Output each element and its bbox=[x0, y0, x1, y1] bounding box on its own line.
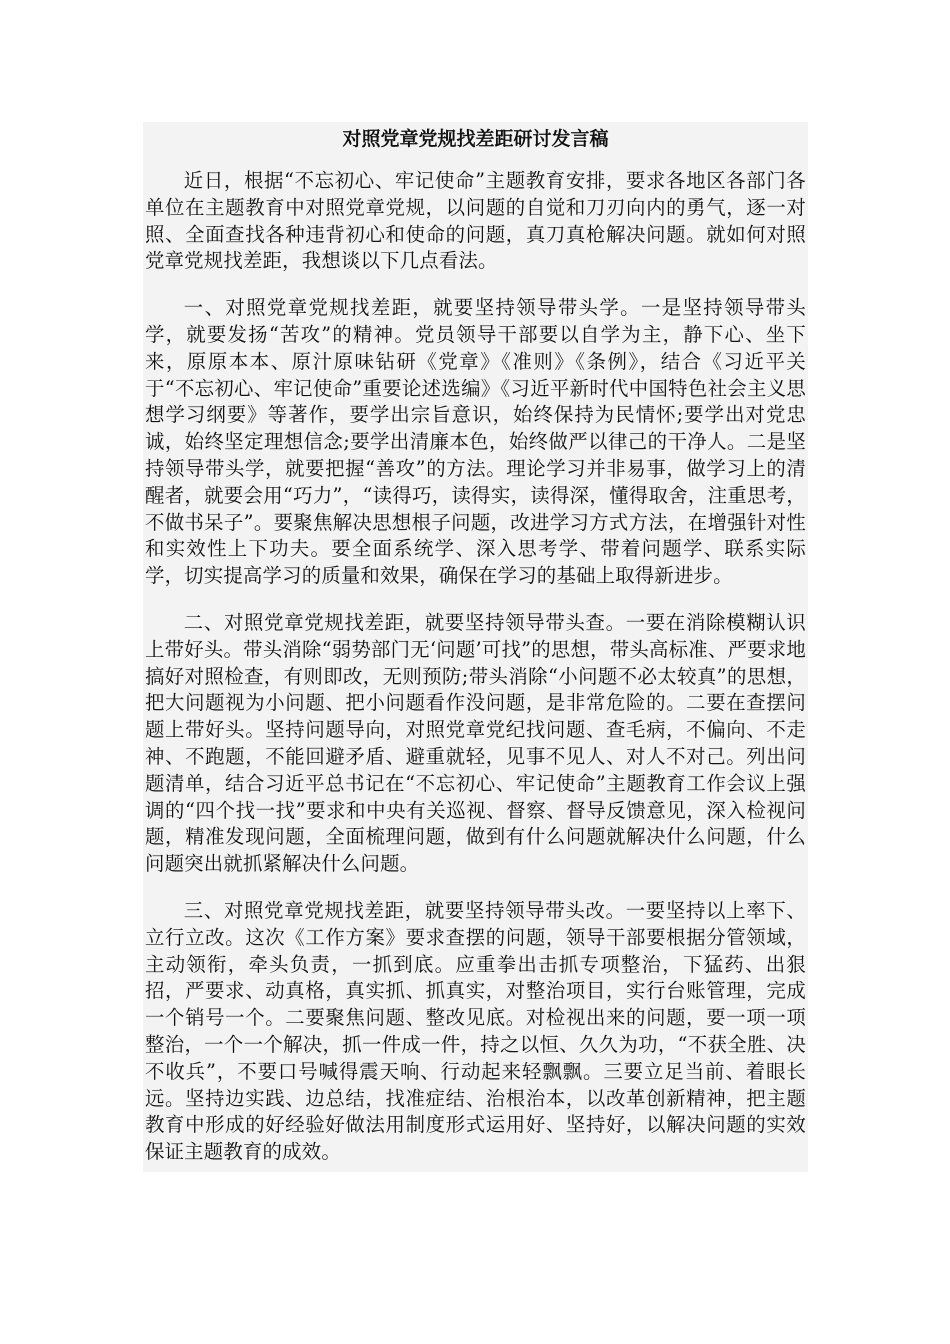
document-title: 对照党章党规找差距研讨发言稿 bbox=[342, 128, 609, 150]
paragraph-section-3: 三、对照党章党规找差距，就要坚持领导带头改。一要坚持以上率下、立行立改。这次《工作方案》要求查摆的问题，领导干部要根据分管领域，主动领衔，牵头负责，一抓到底。应重拳出击抓专项整治，下猛药、出狠招，严要求、动真格，真实抓、抓真实，对整治项目，实行台账管理，完成一个销号一个。二要聚焦问题、整改见底。对检视出来的问题，要一项一项整治，一个一个解决，抓一件成一件，持之以恒、久久为功，“不获全胜、决不收兵”，不要口号喊得震天响、行动起来轻飘飘。三要立足当前、着眼长远。坚持边实践、边总结，找准症结、治根治本，以改革创新精神，把主题教育中形成的好经验好做法用制度形式运用好、坚持好，以解决问题的实效保证主题教育的成效。 bbox=[145, 898, 806, 1164]
document-page bbox=[143, 122, 808, 1172]
paragraph-intro: 近日，根据“不忘初心、牢记使命”主题教育安排，要求各地区各部门各单位在主题教育中对照党章党规，以问题的自觉和刀刃向内的勇气，逐一对照、全面查找各种违背初心和使命的问题，真刀真枪解决问题。就如何对照党章党规找差距，我想谈以下几点看法。 bbox=[145, 169, 806, 273]
paragraph-section-1: 一、对照党章党规找差距，就要坚持领导带头学。一是坚持领导带头学，就要发扬“苦攻”的精神。党员领导干部要以自学为主，静下心、坐下来，原原本本、原汁原味钻研《党章》《准则》《条例》，结合《习近平关于“不忘初心、牢记使命”重要论述选编》《习近平新时代中国特色社会主义思想学习纲要》等著作，要学出宗旨意识，始终保持为民情怀;要学出对党忠诚，始终坚定理想信念;要学出清廉本色，始终做严以律己的干净人。二是坚持领导带头学，就要把握“善攻”的方法。理论学习并非易事，做学习上的清醒者，就要会用“巧力”，“读得巧，读得实，读得深，懂得取舍，注重思考，不做书呆子”。要聚焦解决思想根子问题，改进学习方式方法，在增强针对性和实效性上下功夫。要全面系统学、深入思考学、带着问题学、联系实际学，切实提高学习的质量和效果，确保在学习的基础上取得新进步。 bbox=[145, 296, 806, 588]
paragraph-section-2: 二、对照党章党规找差距，就要坚持领导带头查。一要在消除模糊认识上带好头。带头消除“弱势部门无‘问题’可找”的思想，带头高标准、严要求地搞好对照检查，有则即改，无则预防;带头消除“小问题不必太较真”的思想，把大问题视为小问题、把小问题看作没问题，是非常危险的。二要在查摆问题上带好头。坚持问题导向，对照党章党纪找问题、查毛病，不偏向、不走神、不跑题，不能回避矛盾、避重就轻，见事不见人、对人不对己。列出问题清单，结合习近平总书记在“不忘初心、牢记使命”主题教育工作会议上强调的“四个找一找”要求和中央有关巡视、督察、督导反馈意见，深入检视问题，精准发现问题，全面梳理问题，做到有什么问题就解决什么问题，什么问题突出就抓紧解决什么问题。 bbox=[145, 610, 806, 876]
